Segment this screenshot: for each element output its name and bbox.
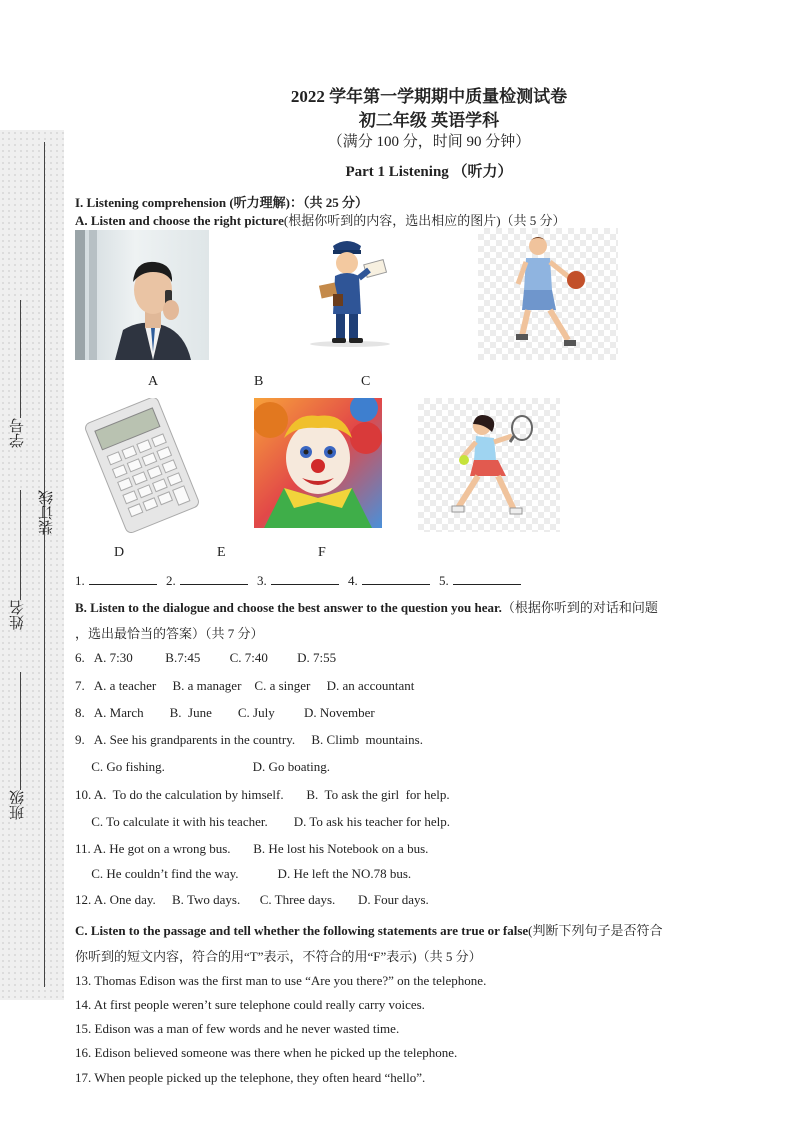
picture-e-clown [254,398,382,528]
student-no-label: 学号 [8,418,26,448]
part-title: Part 1 Listening （听力） [345,164,513,180]
picture-f-tennis-player [418,398,560,532]
question-9: 9. A. See his grandparents in the country. B. Climb mountains. [75,732,423,747]
class-label: 班级 [8,790,26,820]
binding-strip [0,130,64,1000]
exam-title: 2022 学年第一学期期中质量检测试卷 [290,87,568,106]
section-a-heading: A. Listen and choose the right picture(根据你听到的内容，选出相应的图片)（共 5 分） [75,213,566,228]
section-b-heading-cont: ，选出最恰当的答案）（共 7 分） [75,626,264,641]
question-10: 10. A. To do the calculation by himself. B. To ask the girl for help. [75,787,450,802]
answer-blank-3[interactable] [271,572,339,585]
name-blank [20,490,21,600]
picture-b-postman [295,232,405,360]
picture-letter-d: D [114,545,125,560]
binding-line [44,142,45,987]
question-11-cont: C. He couldn’t find the way. D. He left the NO.78 bus. [75,866,412,881]
exam-subtitle: 初二年级 英语学科 [358,111,500,130]
section-c-heading-cont: 你听到的短文内容，符合的用“T”表示，不符合的用“F”表示)（共 5 分） [75,949,482,964]
answer-blank-4[interactable] [362,572,430,585]
statement-17: 17. When people picked up the telephone, they often heard “hello”. [75,1070,426,1085]
statement-13: 13. Thomas Edison was the first man to use “Are you there?” on the telephone. [75,973,487,988]
picture-letter-c: C [361,374,371,389]
section-b-heading: B. Listen to the dialogue and choose the best answer to the question you hear.（根据你听到的对话和问题 [75,600,658,615]
picture-letter-b: B [254,374,264,389]
question-6: 6. A. 7:30 B.7:45 C. 7:40 D. 7:55 [75,650,337,665]
picture-letter-f: F [318,545,326,560]
question-11: 11. A. He got on a wrong bus. B. He lost his Notebook on a bus. [75,841,429,856]
picture-c-basketball-player [478,228,618,360]
binding-label: 装订线 [37,490,55,535]
question-12: 12. A. One day. B. Two days. C. Three days. D. Four days. [75,892,429,907]
picture-a-businessman [75,230,209,360]
question-10-cont: C. To calculate it with his teacher. D. To ask his teacher for help. [75,814,450,829]
statement-16: 16. Edison believed someone was there when he picked up the telephone. [75,1045,458,1060]
picture-letter-a: A [148,374,159,389]
statement-15: 15. Edison was a man of few words and he never wasted time. [75,1021,400,1036]
picture-d-calculator [75,398,210,533]
answer-blanks-row: 1. 2. 3. 4. 5. [75,572,527,589]
question-9-cont: C. Go fishing. D. Go boating. [75,759,330,774]
exam-note: （满分 100 分，时间 90 分钟） [327,134,531,150]
section-c-heading: C. Listen to the passage and tell whether the following statements are true or false(判断下列句子是否符合 [75,923,663,938]
student-no-blank [20,300,21,418]
class-blank [20,672,21,790]
section-i-heading: I. Listening comprehension (听力理解)：（共 25 分） [75,195,368,210]
statement-14: 14. At first people weren’t sure telephone could really carry voices. [75,997,425,1012]
question-8: 8. A. March B. June C. July D. November [75,705,375,720]
answer-blank-1[interactable] [89,572,157,585]
answer-blank-2[interactable] [180,572,248,585]
answer-blank-5[interactable] [453,572,521,585]
question-7: 7. A. a teacher B. a manager C. a singer D. an accountant [75,678,415,693]
name-label: 姓名 [8,600,26,630]
picture-letter-e: E [217,545,226,560]
